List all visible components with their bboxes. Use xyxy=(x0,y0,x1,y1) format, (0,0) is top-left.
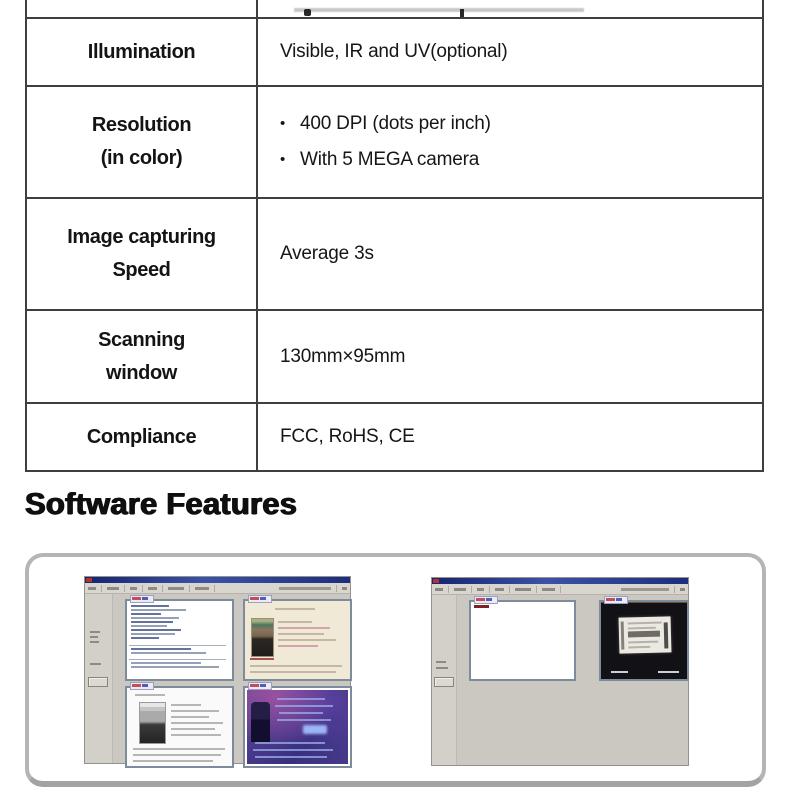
row-label-line: Scanning xyxy=(98,328,185,351)
ir-scan-panel xyxy=(125,686,234,768)
bullet-icon: • xyxy=(280,151,286,168)
table-row xyxy=(26,403,763,471)
window-title-bar xyxy=(85,577,350,583)
panel-tab xyxy=(130,595,154,603)
spec-table xyxy=(25,0,764,472)
status-text-mark xyxy=(474,605,489,608)
row-value: 130mm×95mm xyxy=(257,310,763,403)
uv-image xyxy=(247,690,348,764)
window-menu-bar xyxy=(432,584,688,595)
window-body xyxy=(432,595,688,765)
document-photo xyxy=(139,702,166,744)
bullet-line: • With 5 MEGA camera xyxy=(280,142,761,178)
uv-scan-panel xyxy=(243,686,352,768)
row-label-line: window xyxy=(106,361,177,384)
row-value xyxy=(257,86,763,198)
row-label-line: (in color) xyxy=(100,147,183,169)
overlay-text-mark xyxy=(611,671,628,673)
screenshots-panel xyxy=(25,553,766,787)
overlay-text-mark xyxy=(658,671,679,673)
software-screenshot-right xyxy=(432,578,688,765)
panel-tab xyxy=(474,596,498,604)
window-body xyxy=(85,594,350,763)
panel-tab xyxy=(248,682,272,690)
software-screenshot-left xyxy=(85,577,350,763)
window-title-bar xyxy=(432,578,688,584)
window-content xyxy=(113,594,350,763)
panel-tab xyxy=(130,682,154,690)
row-label: Illumination xyxy=(26,18,257,86)
window-sidebar xyxy=(432,595,457,765)
window-menu-bar xyxy=(85,583,350,594)
clipped-text-smudge xyxy=(294,8,584,12)
row-value: Average 3s xyxy=(257,198,763,310)
data-fields-panel xyxy=(125,599,234,681)
row-value: FCC, RoHS, CE xyxy=(257,403,763,471)
uv-photo-silhouette xyxy=(251,702,270,742)
row-label xyxy=(26,86,257,198)
row-label-clipped xyxy=(26,0,257,18)
scan-button xyxy=(88,677,108,687)
window-sidebar xyxy=(85,594,113,763)
table-row xyxy=(26,86,763,198)
clipped-descender xyxy=(304,9,311,16)
row-value-clipped xyxy=(257,0,763,18)
software-features-heading: Software Features xyxy=(25,486,298,521)
visible-scan-panel xyxy=(243,599,352,681)
capture-preview-panel xyxy=(599,600,689,681)
document-photo xyxy=(251,618,274,657)
table-row xyxy=(26,18,763,86)
row-label xyxy=(26,198,257,310)
table-row-clipped xyxy=(26,0,763,18)
row-label-line: Image capturing xyxy=(67,226,216,248)
app-icon xyxy=(86,578,92,582)
bullet-icon: • xyxy=(280,115,286,132)
app-icon xyxy=(433,579,439,583)
table-row xyxy=(26,198,763,310)
bullet-line: • 400 DPI (dots per inch) xyxy=(280,106,761,142)
table-row xyxy=(26,310,763,403)
row-label-line: Speed xyxy=(112,259,171,281)
window-content xyxy=(457,595,688,765)
panel-tab xyxy=(248,595,272,603)
row-label-line: Resolution xyxy=(91,114,192,136)
uv-glow-mark xyxy=(303,725,327,734)
clipped-descender xyxy=(460,9,464,17)
panel-tab xyxy=(604,596,628,604)
data-fields-panel xyxy=(469,600,576,681)
scan-button xyxy=(434,677,454,687)
row-label xyxy=(26,310,257,403)
row-label: Compliance xyxy=(26,403,257,471)
scanned-document-image xyxy=(619,616,672,653)
row-value: Visible, IR and UV(optional) xyxy=(257,18,763,86)
